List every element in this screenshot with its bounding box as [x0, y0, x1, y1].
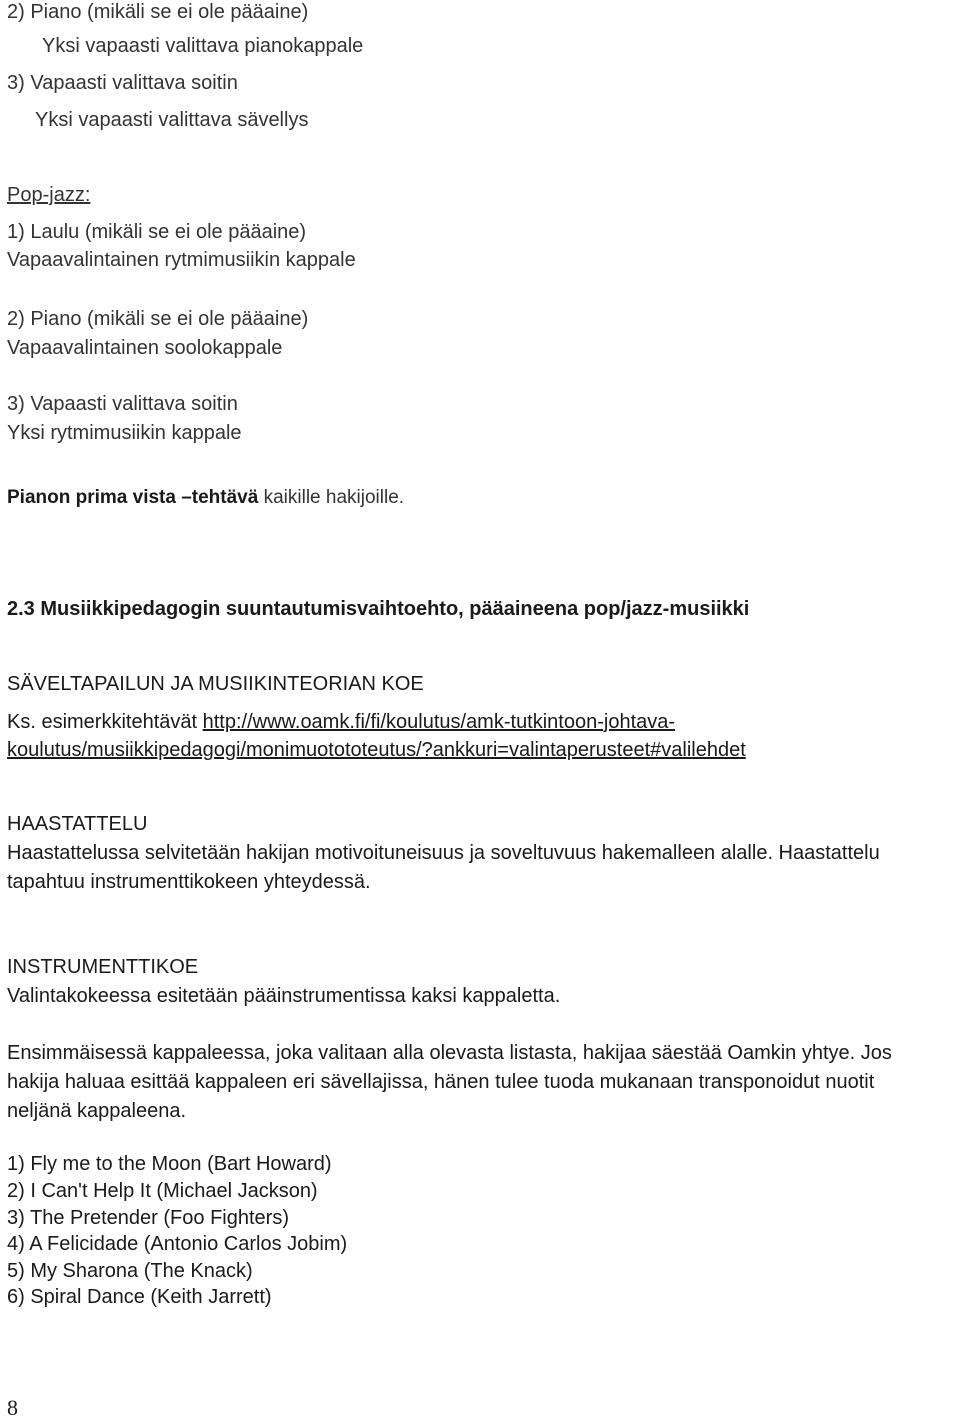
popjazz-item3-title: 3) Vapaasti valittava soitin [7, 393, 238, 415]
song-list-item: 6) Spiral Dance (Keith Jarrett) [7, 1286, 272, 1308]
popjazz-item3-desc: Yksi rytmimusiikin kappale [7, 422, 242, 444]
song-list-item: 1) Fly me to the Moon (Bart Howard) [7, 1153, 332, 1175]
example-tasks-prefix: Ks. esimerkkitehtävät [7, 711, 203, 733]
instrumenttikoe-para-1: Ensimmäisessä kappaleessa, joka valitaan alla olevasta listasta, hakijaa säestää Oamkin yhtye. Jos [7, 1042, 892, 1064]
haastattelu-text-2: tapahtuu instrumenttikokeen yhteydessä. [7, 871, 371, 893]
page-number: 8 [7, 1395, 18, 1420]
classical-item2-desc: Yksi vapaasti valittava pianokappale [42, 35, 364, 57]
section-heading: 2.3 Musiikkipedagogin suuntautumisvaihtoehto, pääaineena pop/jazz-musiikki [7, 598, 750, 620]
song-list-item: 4) A Felicidade (Antonio Carlos Jobim) [7, 1233, 348, 1255]
prima-vista-note [7, 486, 404, 510]
example-tasks-link[interactable]: http://www.oamk.fi/fi/koulutus/amk-tutkintoon-johtava- [202, 711, 676, 733]
classical-item3-desc: Yksi vapaasti valittava sävellys [35, 109, 309, 131]
haastattelu-heading: HAASTATTELU [7, 813, 148, 835]
instrumenttikoe-para-3: neljänä kappaleena. [7, 1100, 187, 1122]
song-list-item: 3) The Pretender (Foo Fighters) [7, 1207, 289, 1229]
classical-item2-title: 2) Piano (mikäli se ei ole pääaine) [7, 1, 309, 23]
saveltapailu-heading: SÄVELTAPAILUN JA MUSIIKINTEORIAN KOE [7, 673, 424, 695]
instrumenttikoe-heading: INSTRUMENTTIKOE [7, 956, 199, 978]
haastattelu-text-1: Haastattelussa selvitetään hakijan motivoituneisuus ja soveltuvuus hakemalleen alalle. Haastattelu [7, 842, 880, 864]
popjazz-heading: Pop-jazz: [7, 184, 91, 206]
popjazz-item1-desc: Vapaavalintainen rytmimusiikin kappale [7, 249, 356, 271]
popjazz-item2-desc: Vapaavalintainen soolokappale [7, 337, 283, 359]
popjazz-item2-title: 2) Piano (mikäli se ei ole pääaine) [7, 308, 309, 330]
instrumenttikoe-para-2: hakija haluaa esittää kappaleen eri sävellajissa, hänen tulee tuoda mukanaan transponoidut nuotit [7, 1071, 875, 1093]
prima-vista-bold: Pianon prima vista –tehtävä [7, 487, 259, 508]
song-list-item: 5) My Sharona (The Knack) [7, 1260, 253, 1282]
classical-item3-title: 3) Vapaasti valittava soitin [7, 72, 238, 94]
popjazz-item1-title: 1) Laulu (mikäli se ei ole pääaine) [7, 221, 307, 243]
prima-vista-rest: kaikille hakijoille. [258, 487, 405, 508]
example-tasks-line [7, 710, 675, 734]
song-list-item: 2) I Can't Help It (Michael Jackson) [7, 1180, 318, 1202]
example-tasks-link-cont[interactable]: koulutus/musiikkipedagogi/monimuotototeutus/?ankkuri=valintaperusteet#valilehdet [7, 739, 746, 761]
instrumenttikoe-text: Valintakokeessa esitetään pääinstrumentissa kaksi kappaletta. [7, 985, 561, 1007]
